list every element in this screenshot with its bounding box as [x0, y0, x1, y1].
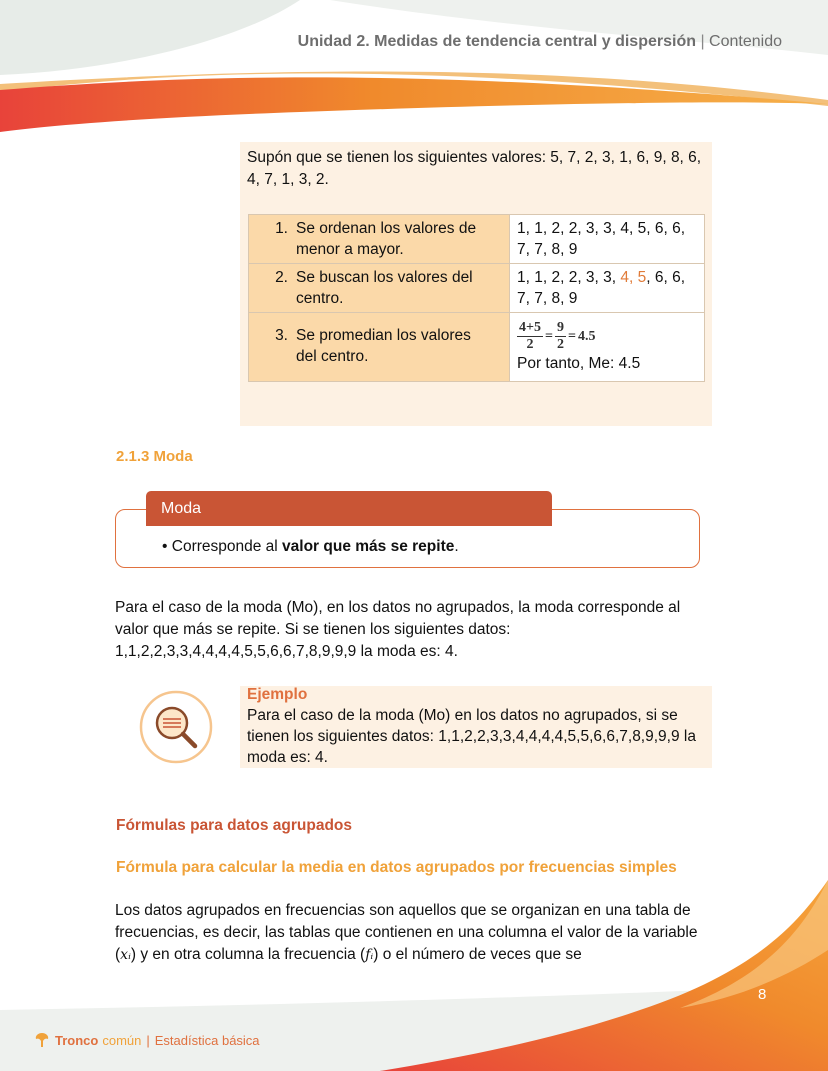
step-label: Se ordenan los valores de menor a mayor. — [296, 220, 477, 258]
step-number: 3. — [275, 327, 288, 344]
brand-name: Tronco — [55, 1032, 99, 1048]
value-pre: 1, 1, 2, 2, 3, 3, — [517, 269, 621, 286]
table-row — [249, 313, 705, 382]
step-label: Se buscan los valores del centro. — [296, 269, 473, 307]
center-values: 4, 5 — [620, 269, 647, 286]
definition-post: . — [454, 538, 459, 555]
moda-paragraph: Para el caso de la moda (Mo), en los datos no agrupados, la moda corresponde al valor que más se repite. Si se tienen los siguientes datos: 1,1,2,2,3,3,4,4,4,4,5,5,6,6,7,8,9,9,9 la moda es: 4. — [115, 599, 681, 660]
formulas-heading: Fórmulas para datos agrupados — [116, 817, 352, 834]
step-number: 2. — [275, 269, 288, 286]
median-conclusion: Por tanto, Me: 4.5 — [517, 355, 641, 372]
frac-denominator: 2 — [526, 337, 534, 352]
example-text: Para el caso de la moda (Mo) en los datos no agrupados, si se tienen los siguientes datos: 1,1,2,2,3,3,4,4,4,4,5,5,6,6,7,8,9,9,9 la moda es: 4. — [247, 707, 696, 766]
page-number: 8 — [758, 986, 767, 1003]
table-row — [249, 215, 705, 264]
median-formula — [517, 320, 595, 353]
variable-xi: xᵢ — [120, 947, 131, 963]
header-separator: | — [700, 33, 705, 50]
intro-text: Supón que se tienen los siguientes valores: 5, 7, 2, 3, 1, 6, 9, 8, 6, 4, 7, 1, 3, 2. — [247, 149, 702, 188]
step-label: Se promedian los valores del centro. — [296, 327, 471, 365]
step-cell — [249, 264, 510, 313]
step-number: 1. — [275, 220, 288, 237]
unit-title: Unidad 2. Medidas de tendencia central y dispersión — [297, 33, 696, 50]
example-title: Ejemplo — [247, 686, 308, 703]
magnifier-icon — [139, 690, 213, 764]
header-banner — [0, 0, 828, 140]
paragraph-part: ) y en otra columna la frecuencia ( — [130, 946, 366, 963]
footer-brand — [34, 1032, 260, 1048]
value-post: , 6, 6, 7, 7, 8, 9 — [517, 269, 686, 307]
bullet: • — [162, 538, 168, 555]
header-title — [298, 33, 782, 51]
step-cell — [249, 215, 510, 264]
step-value — [510, 313, 705, 382]
step-value: 1, 1, 2, 2, 3, 3, 4, 5, 6, 6, 7, 7, 8, 9 — [510, 215, 705, 264]
table-row — [249, 264, 705, 313]
section-heading: 2.1.3 Moda — [116, 448, 193, 465]
frac-numerator: 4+5 — [519, 320, 541, 335]
footer-separator: | — [146, 1032, 150, 1048]
step-value — [510, 264, 705, 313]
steps-table — [248, 214, 705, 382]
course-name: Estadística básica — [154, 1032, 260, 1048]
frac-denominator: 2 — [556, 337, 564, 352]
step-cell — [249, 313, 510, 382]
moda-title: Moda — [161, 500, 202, 517]
frac-numerator: 9 — [556, 320, 564, 335]
tronco-logo-icon — [34, 1032, 50, 1048]
moda-definition — [162, 538, 459, 556]
definition-bold: valor que más se repite — [282, 538, 455, 555]
formula-media-heading: Fórmula para calcular la media en datos agrupados por frecuencias simples — [116, 859, 677, 876]
formula-result: 4.5 — [577, 329, 596, 344]
equals-sign: = — [544, 329, 553, 344]
paragraph-part: ) o el número de veces que se — [373, 946, 582, 963]
definition-pre: Corresponde al — [171, 538, 283, 555]
equals-sign: = — [567, 329, 576, 344]
brand-suffix: común — [102, 1032, 142, 1048]
variable-fi: fᵢ — [365, 947, 374, 963]
paragraph-part: Los datos agrupados en frecuencias son aquellos que se organizan en una tabla de frecuencias, es decir, las tablas que contienen en una columna el valor de la variable ( — [115, 902, 698, 963]
moda-title-tab — [146, 491, 552, 526]
header-section: Contenido — [709, 33, 782, 50]
